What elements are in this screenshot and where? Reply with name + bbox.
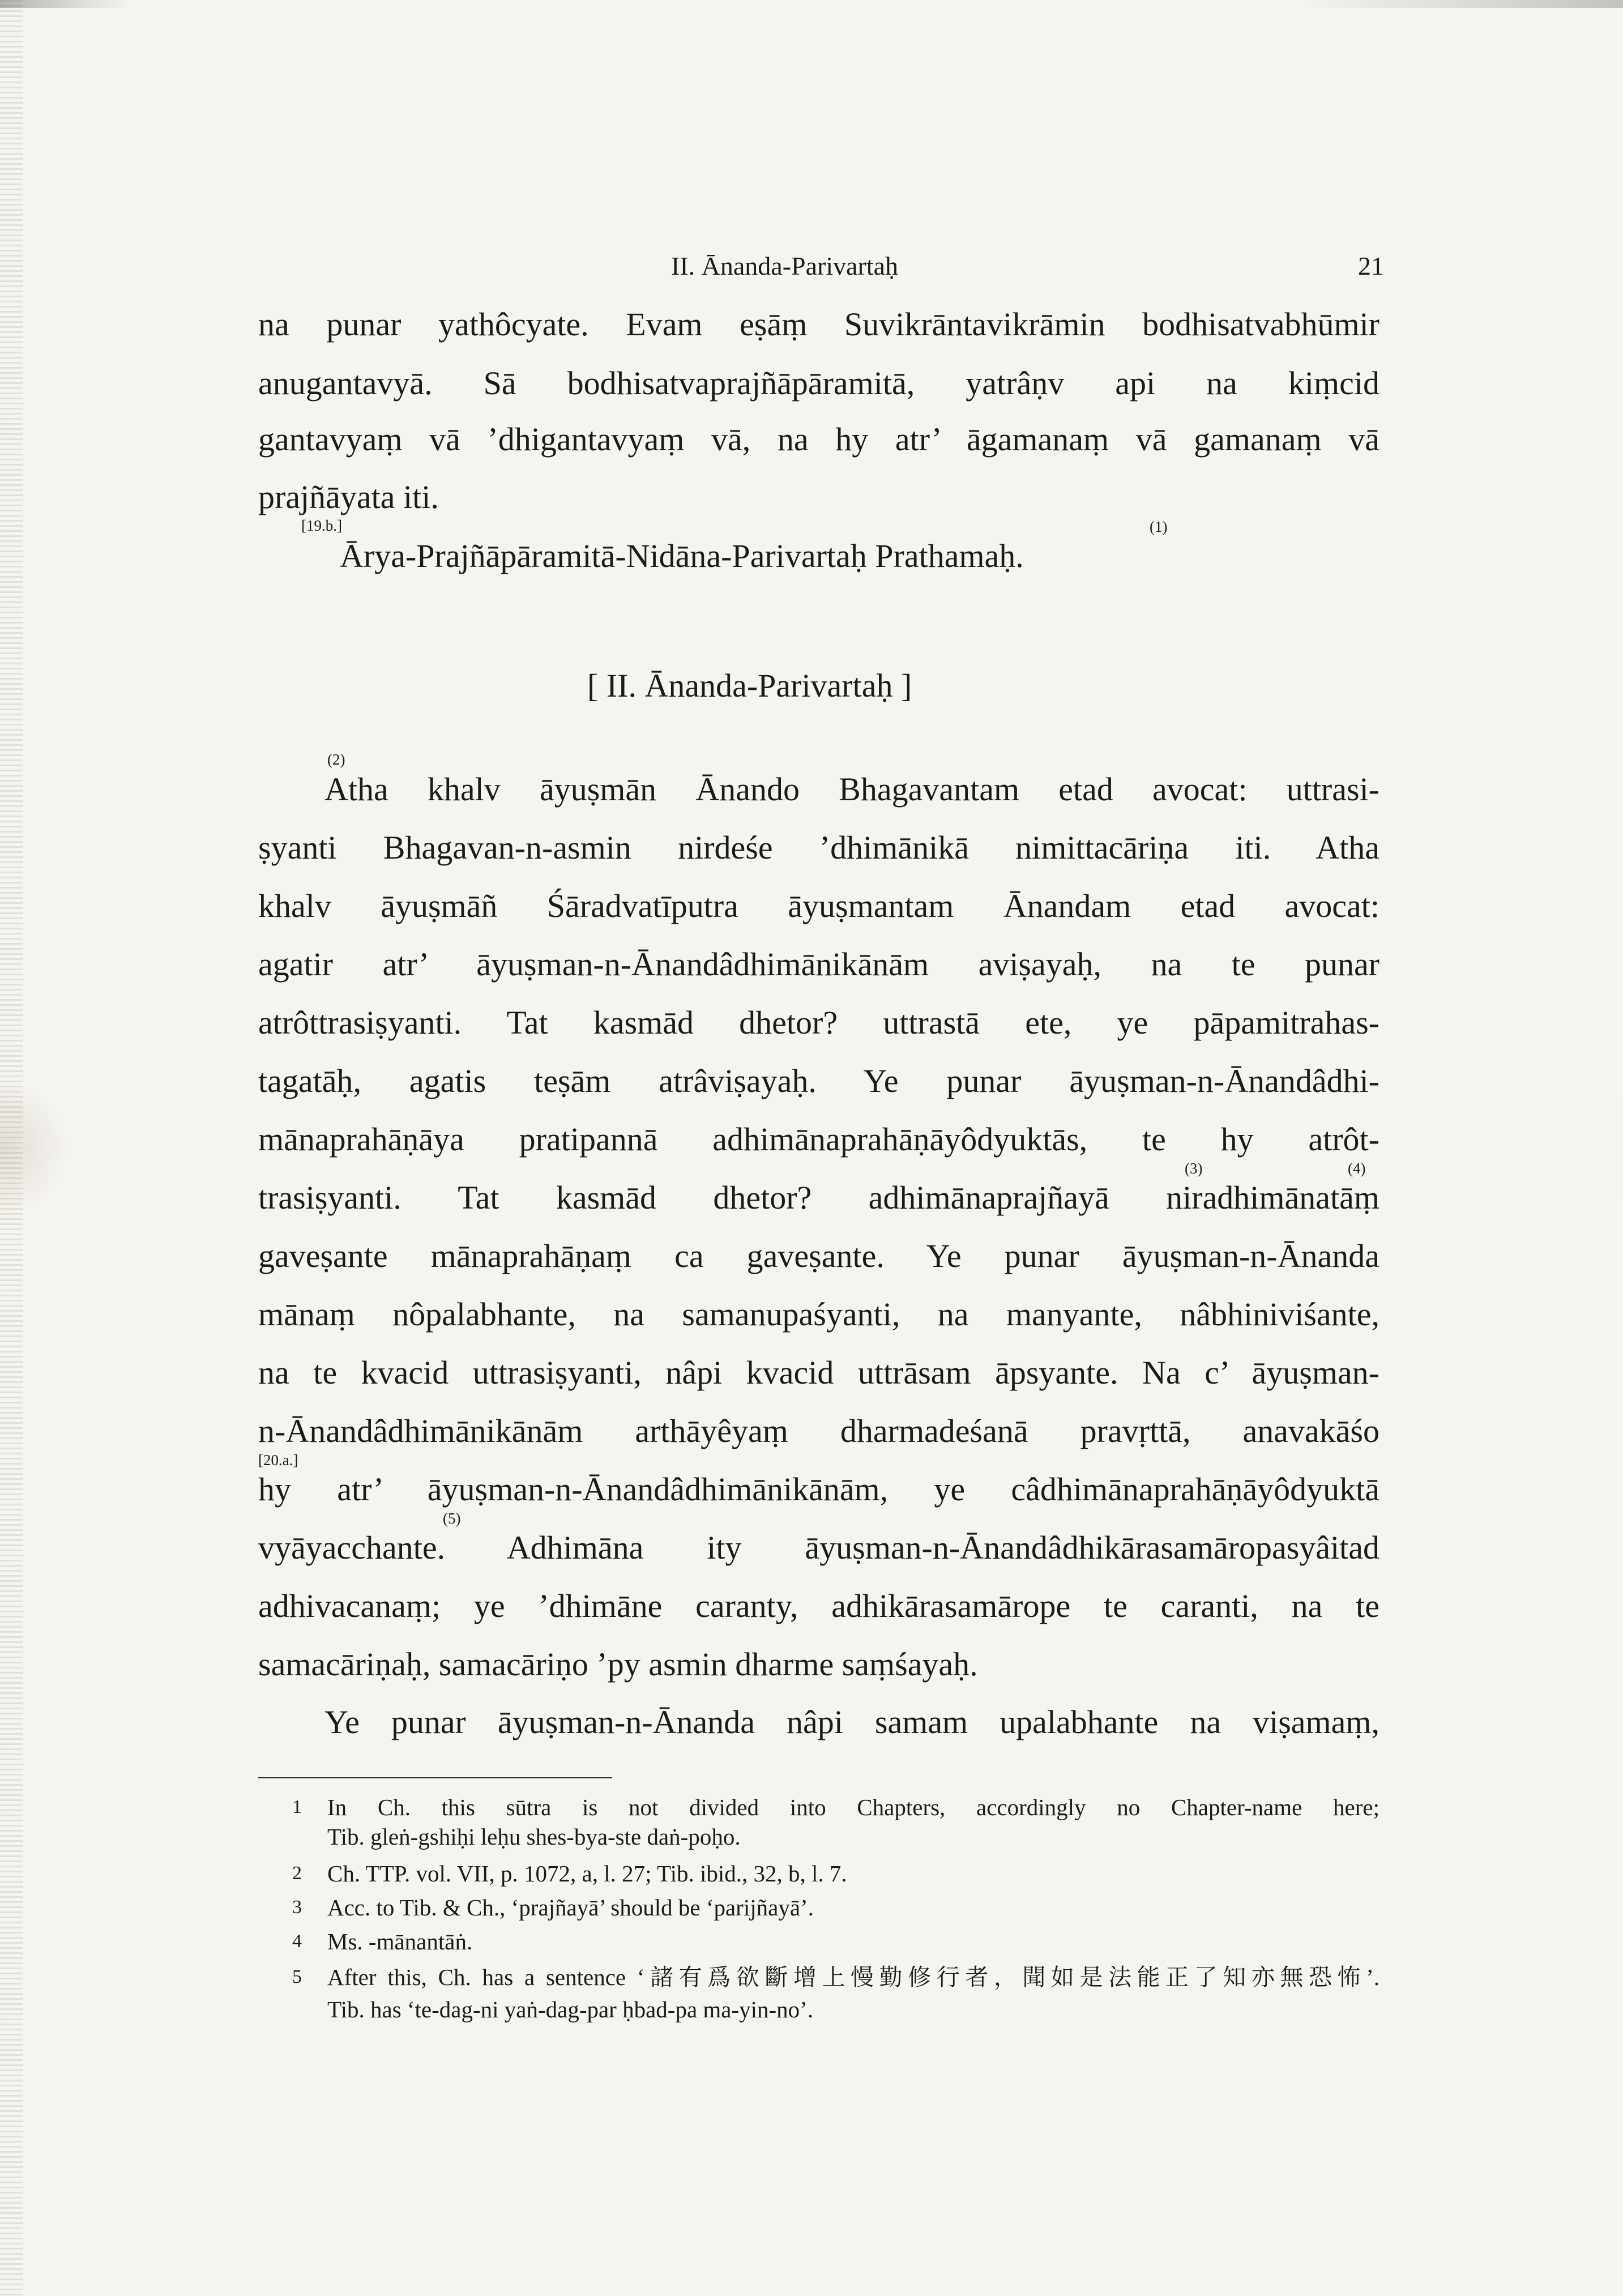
footnote-number: 2 (292, 1863, 302, 1884)
text-line: samacāriṇaḥ, samacāriṇo ’py asmin dharme saṃśayaḥ. (258, 1646, 978, 1683)
footnote-ref-5: (5) (443, 1510, 461, 1527)
page-number: 21 (1358, 251, 1384, 280)
text-line: n-Ānandâdhimānikānām arthāyêyaṃ dharmadeśanā pravṛttā, anavakāśo (258, 1412, 1379, 1449)
margin-ref-20a: [20.a.] (258, 1452, 298, 1469)
footnote-line: After this, Ch. has a sentence ‘諸有爲欲斷增上慢勤修行者，聞如是法能正了知亦無恐怖’. (327, 1964, 1379, 1990)
text-line: gaveṣante mānaprahāṇaṃ ca gaveṣante. Ye punar āyuṣman-n-Ānanda (258, 1237, 1379, 1274)
text-line: anugantavyā. Sā bodhisatvaprajñāpāramitā, yatrâṇv api na kiṃcid (258, 365, 1379, 402)
footnote-ref-3: (3) (1185, 1160, 1203, 1177)
footnote-ref-2: (2) (327, 751, 345, 768)
footnote-number: 5 (292, 1966, 302, 1987)
footnote-ref-1: (1) (1150, 518, 1168, 535)
text-line: khalv āyuṣmāñ Śāradvatīputra āyuṣmantam Ānandam etad avocat: (258, 887, 1379, 924)
footnote-ref-4: (4) (1348, 1160, 1366, 1177)
text-line: ṣyanti Bhagavan-n-asmin nirdeśe ’dhimānikā nimittacāriṇa iti. Atha (258, 829, 1379, 866)
scan-top-edge (0, 0, 1623, 8)
footnote-line: Tib. has ‘te-dag-ni yaṅ-dag-par ḥbad-pa ma-yin-no’. (327, 1996, 814, 2022)
scan-edge-shadow (0, 0, 23, 2296)
footnote-number: 4 (292, 1931, 302, 1952)
footnote-number: 3 (292, 1897, 302, 1918)
text-line: atrôttrasiṣyanti. Tat kasmād dhetor? uttrastā ete, ye pāpamitrahas- (258, 1004, 1379, 1041)
footnote-rule (258, 1777, 612, 1778)
footnote-line: In Ch. this sūtra is not divided into Chapters, accordingly no Chapter-name here; (327, 1794, 1379, 1820)
footnote-line: Ms. -mānantāṅ. (327, 1928, 473, 1954)
text-line: prajñāyata iti. (258, 479, 439, 515)
next-paragraph-line: Ye punar āyuṣman-n-Ānanda nâpi samam upalabhante na viṣamaṃ, (324, 1704, 1379, 1740)
footnote-line: Tib. gleṅ-gshiḥi leḥu shes-bya-ste daṅ-poḥo. (327, 1824, 741, 1850)
footnote-line: Ch. TTP. vol. VII, p. 1072, a, l. 27; Tib. ibid., 32, b, l. 7. (327, 1860, 847, 1887)
text-line: na punar yathôcyate. Evam eṣāṃ Suvikrāntavikrāmin bodhisatvabhūmir (258, 306, 1379, 343)
text-line: hy atr’ āyuṣman-n-Ānandâdhimānikānām, ye câdhimānaprahāṇāyôdyuktā (258, 1471, 1379, 1508)
chapter-end-title: Ārya-Prajñāpāramitā-Nidāna-Parivartaḥ Prathamaḥ. (340, 537, 1024, 574)
text-line: Atha khalv āyuṣmān Ānando Bhagavantam etad avocat: uttrasi- (324, 771, 1379, 808)
text-line: na te kvacid uttrasiṣyanti, nâpi kvacid uttrāsam āpsyante. Na c’ āyuṣman- (258, 1354, 1379, 1391)
text-line: vyāyacchante. Adhimāna ity āyuṣman-n-Ānandâdhikārasamāropasyâitad (258, 1529, 1379, 1566)
running-title: II. Ānanda-Parivartaḥ (671, 251, 899, 280)
text-line: agatir atr’ āyuṣman-n-Ānandâdhimānikānām aviṣayaḥ, na te punar (258, 946, 1379, 983)
text-line: adhivacanaṃ; ye ’dhimāne caranty, adhikārasamārope te caranti, na te (258, 1587, 1379, 1624)
text-line: trasiṣyanti. Tat kasmād dhetor? adhimānaprajñayā niradhimānatāṃ (258, 1179, 1379, 1216)
text-line: gantavyaṃ vā ’dhigantavyaṃ vā, na hy atr’ āgamanaṃ vā gamanaṃ vā (258, 421, 1379, 458)
chapter-heading: [ II. Ānanda-Parivartaḥ ] (587, 667, 912, 704)
text-line: mānaṃ nôpalabhante, na samanupaśyanti, na manyante, nâbhiniviśante, (258, 1296, 1379, 1333)
footnote-number: 1 (292, 1796, 302, 1817)
footnote-line: Acc. to Tib. & Ch., ‘prajñayā’ should be ‘parijñayā’. (327, 1894, 814, 1921)
text-line: mānaprahāṇāya pratipannā adhimānaprahāṇāyôdyuktās, te hy atrôt- (258, 1121, 1379, 1158)
text-line: tagatāḥ, agatis teṣām atrâviṣayaḥ. Ye punar āyuṣman-n-Ānandâdhi- (258, 1062, 1379, 1099)
margin-ref-19b: [19.b.] (301, 517, 342, 534)
